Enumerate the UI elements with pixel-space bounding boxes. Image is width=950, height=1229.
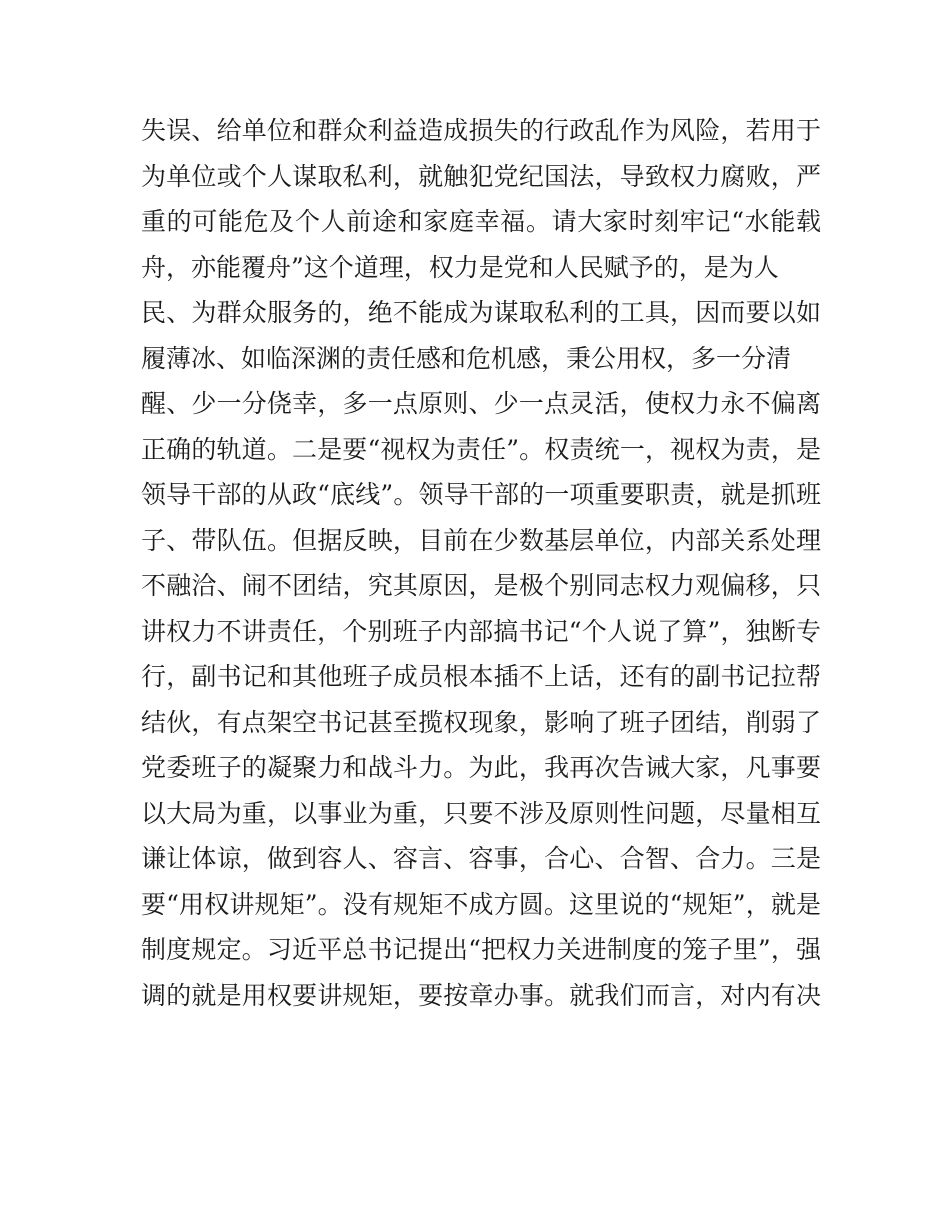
text-line-9: 领导干部的从政“底线”。领导干部的一项重要职责，就是抓班 <box>141 480 821 509</box>
body-text <box>141 108 821 1018</box>
text-line-15: 党委班子的凝聚力和战斗力。为此，我再次告诫大家，凡事要 <box>141 753 821 782</box>
text-line-13: 行，副书记和其他班子成员根本插不上话，还有的副书记拉帮 <box>141 662 821 691</box>
text-line-20: 调的就是用权要讲规矩，要按章办事。就我们而言，对内有决 <box>141 980 821 1010</box>
text-line-1: 失误、给单位和群众利益造成损失的行政乱作为风险，若用于 <box>141 116 821 145</box>
text-line-8: 正确的轨道。二是要“视权为责任”。权责统一，视权为责，是 <box>141 434 821 464</box>
text-line-5: 民、为群众服务的，绝不能成为谋取私利的工具，因而要以如 <box>141 298 821 327</box>
text-line-16: 以大局为重，以事业为重，只要不涉及原则性问题，尽量相互 <box>141 798 821 828</box>
text-line-12: 讲权力不讲责任，个别班子内部搞书记“个人说了算”，独断专 <box>141 616 821 646</box>
text-line-11: 不融洽、闹不团结，究其原因，是极个别同志权力观偏移，只 <box>141 571 821 600</box>
text-line-4: 舟，亦能覆舟”这个道理，权力是党和人民赋予的，是为人 <box>141 252 779 282</box>
text-line-18: 要“用权讲规矩”。没有规矩不成方圆。这里说的“规矩”，就是 <box>141 889 821 919</box>
text-line-10: 子、带队伍。但据反映，目前在少数基层单位，内部关系处理 <box>141 525 821 555</box>
text-line-7: 醒、少一分侥幸，多一点原则、少一点灵活，使权力永不偏离 <box>141 389 821 418</box>
text-line-6: 履薄冰、如临深渊的责任感和危机感，秉公用权，多一分清 <box>141 343 792 373</box>
text-line-3: 重的可能危及个人前途和家庭幸福。请大家时刻牢记“水能载 <box>141 207 821 236</box>
text-line-19: 制度规定。习近平总书记提出“把权力关进制度的笼子里”，强 <box>141 935 821 964</box>
text-line-14: 结伙，有点架空书记甚至揽权现象，影响了班子团结，削弱了 <box>141 707 821 737</box>
text-line-2: 为单位或个人谋取私利，就触犯党纪国法，导致权力腐败，严 <box>141 161 821 191</box>
text-line-17: 谦让体谅，做到容人、容言、容事，合心、合智、合力。三是 <box>141 844 821 873</box>
